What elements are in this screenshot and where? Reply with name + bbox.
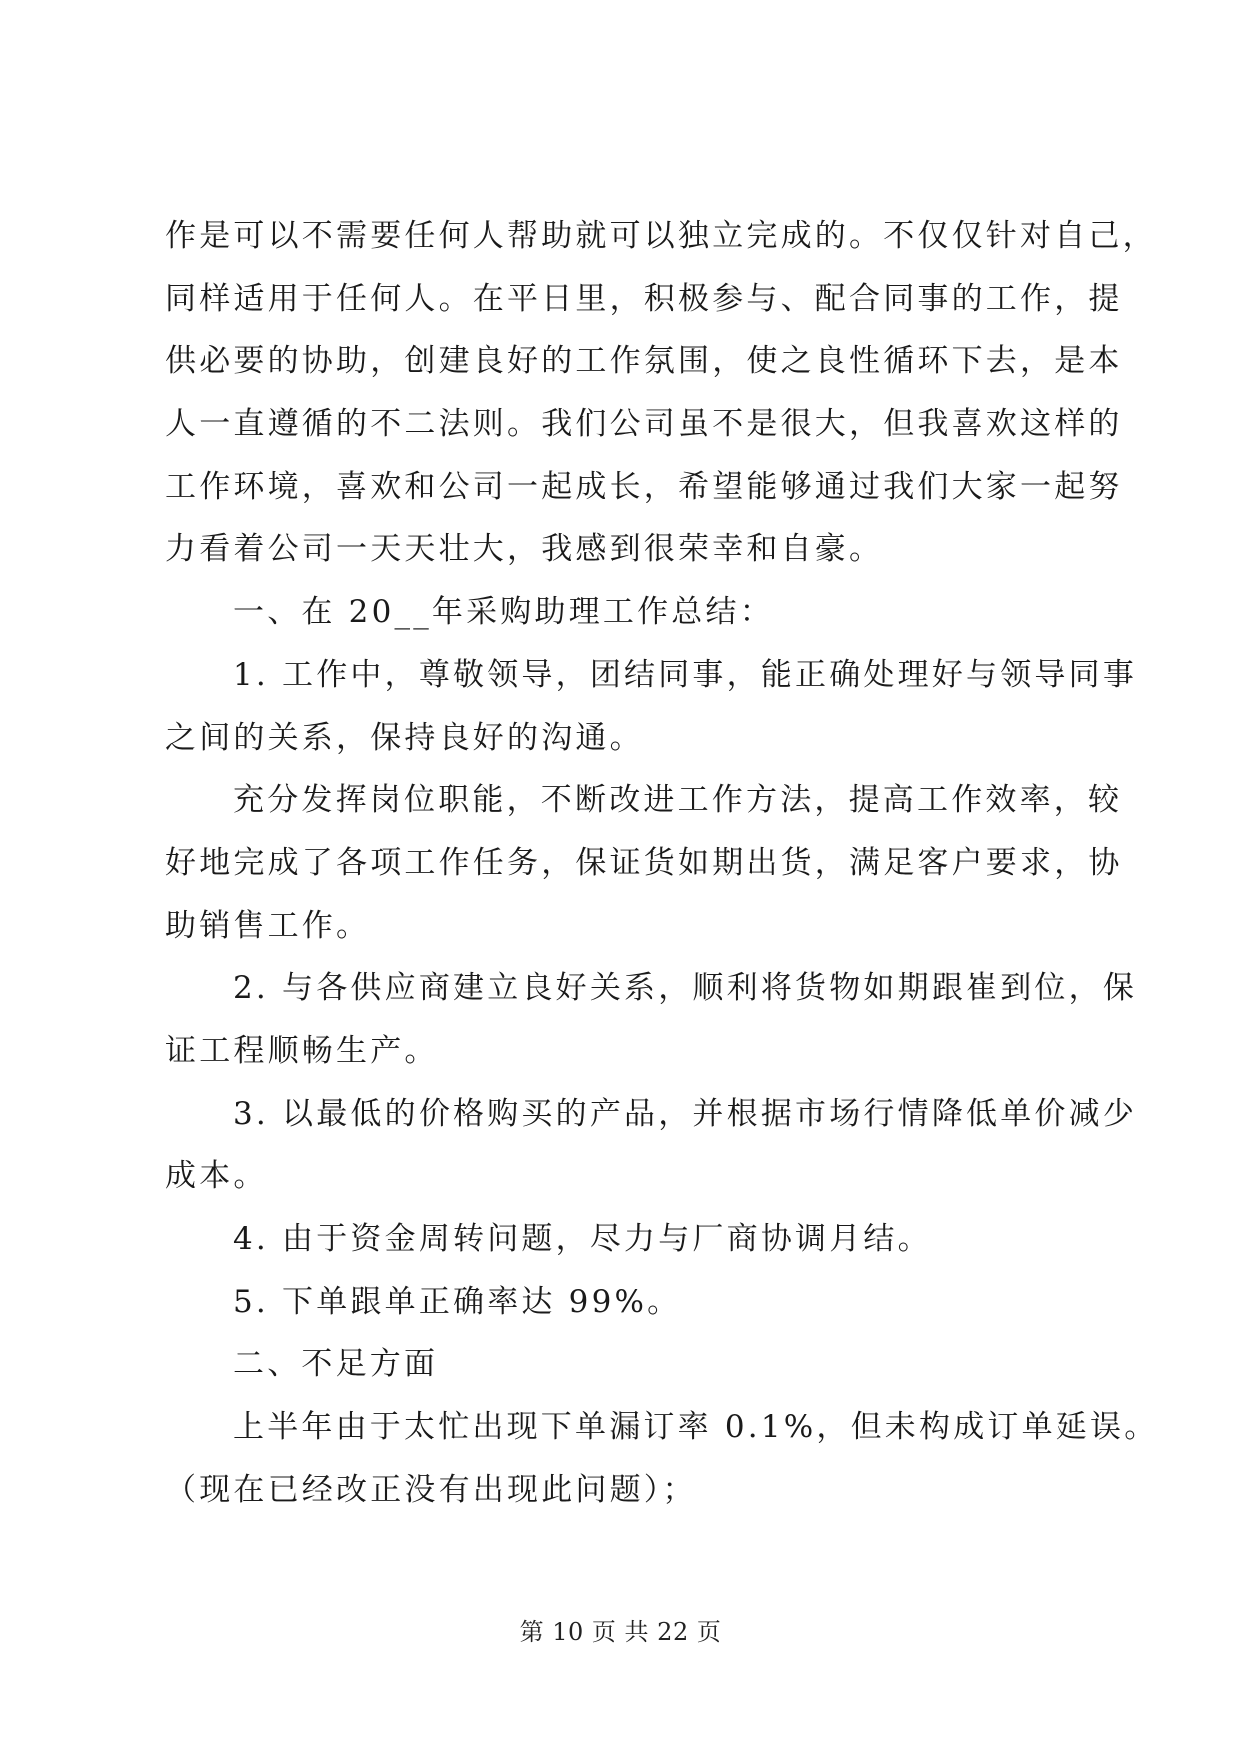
page-number-footer: 第 10 页 共 22 页: [519, 1618, 722, 1646]
text-line: 作是可以不需要任何人帮助就可以独立完成的。不仅仅针对自己，: [165, 218, 1157, 254]
text-line: 之间的关系，保持良好的沟通。: [165, 719, 644, 756]
paragraph-start: 充分发挥岗位职能，不断改进工作方法，提高工作效率，较: [233, 782, 1123, 819]
list-item: 4. 由于资金周转问题，尽力与厂商协调月结。: [233, 1221, 932, 1257]
list-item: 3. 以最低的价格购买的产品，并根据市场行情降低单价减少: [233, 1095, 1138, 1132]
text-line: 助销售工作。: [165, 907, 371, 944]
text-line: （现在已经改正没有出现此问题）；: [165, 1471, 697, 1508]
paragraph-start: 上半年由于太忙出现下单漏订率 0.1%，但未构成订单延误。: [233, 1409, 1159, 1446]
section-heading: 二、不足方面: [233, 1346, 439, 1383]
list-item: 2. 与各供应商建立良好关系，顺利将货物如期跟崔到位，保: [233, 970, 1138, 1007]
text-line: 力看着公司一天天壮大，我感到很荣幸和自豪。: [165, 531, 884, 568]
text-line: 同样适用于任何人。在平日里，积极参与、配合同事的工作，提: [165, 280, 1123, 317]
text-line: 工作环境，喜欢和公司一起成长，希望能够通过我们大家一起努: [165, 468, 1123, 505]
list-item: 1. 工作中，尊敬领导，团结同事，能正确处理好与领导同事: [233, 656, 1138, 693]
body-text: [165, 205, 1159, 1521]
text-line: 人一直遵循的不二法则。我们公司虽不是很大，但我喜欢这样的: [165, 406, 1123, 443]
text-line: 供必要的协助，创建良好的工作氛围，使之良性循环下去，是本: [165, 343, 1123, 380]
text-line: 成本。: [165, 1158, 268, 1195]
text-line: 证工程顺畅生产。: [165, 1032, 439, 1069]
section-heading: 一、在 20__年采购助理工作总结：: [233, 594, 774, 631]
text-line: 好地完成了各项工作任务，保证货如期出货，满足客户要求，协: [165, 844, 1123, 881]
list-item: 5. 下单跟单正确率达 99%。: [233, 1283, 682, 1320]
